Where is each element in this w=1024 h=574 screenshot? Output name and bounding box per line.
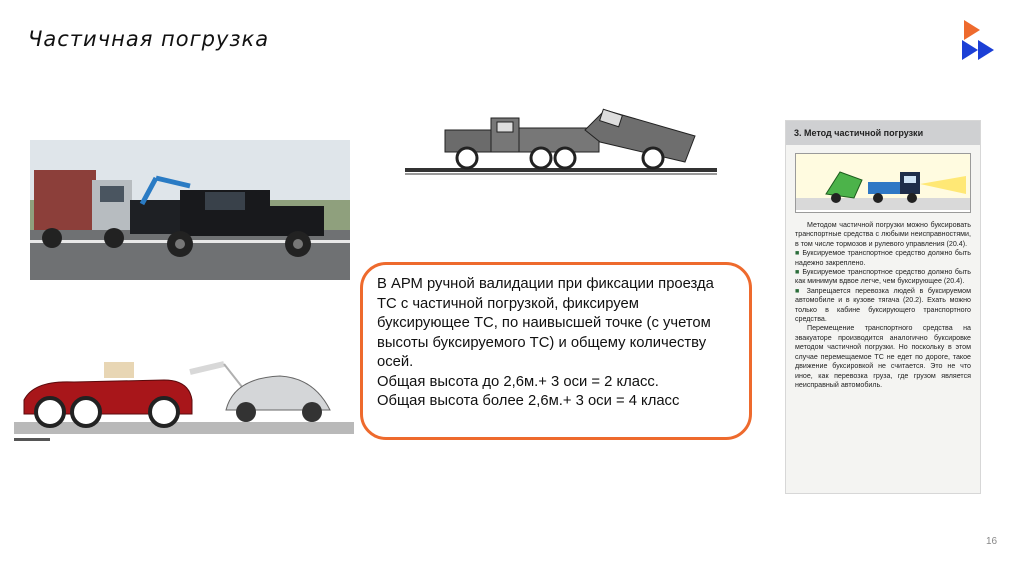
textbook-paragraph: Методом частичной погрузки можно буксировать транспортные средства с любыми неисправностями, в том числе тормозов и рулевого управления (20.4).: [795, 221, 971, 248]
textbook-illustration: [795, 153, 971, 213]
info-line: осей.: [377, 354, 414, 370]
textbook-paragraph: Перемещение транспортного средства на эвакуаторе производится аналогично буксировке методом частичной погрузки. Но поскольку в этом случае перемещаемое ТС не едет по дороге, такое движение буксировкой не считается. Это не что иное, как перевозка груза, где грузом является неисправный автомобиль.: [795, 324, 971, 389]
info-line: высоты буксируемого ТС) и общему количеству: [377, 334, 707, 351]
textbook-bullet: ■ Запрещается перевозка людей в буксируемом автомобиле и в кузове тягача (20.2). Ехать можно только в кабине буксирующего транспортного средства.: [795, 287, 971, 325]
brand-logo-icon: [958, 18, 1004, 64]
slide-title: Частичная погрузка: [28, 27, 270, 51]
partial-loading-illustration: [796, 154, 970, 210]
textbook-heading: 3. Метод частичной погрузки: [786, 121, 980, 145]
info-line: буксирующее ТС, по наивысшей точке (с учетом: [377, 315, 711, 331]
textbook-excerpt: [785, 120, 981, 494]
info-line: Общая высота до 2,6м.+ 3 оси = 2 класс.: [377, 373, 659, 390]
info-line: ТС с частичной погрузкой, фиксируем: [377, 295, 639, 312]
textbook-bullet: ■ Буксируемое транспортное средство должно быть как минимум вдвое легче, чем буксирующее (20.4).: [795, 268, 971, 287]
towing-sketch: [405, 100, 717, 185]
info-line: Общая высота более 2,6м.+ 3 оси = 4 класс: [377, 393, 680, 409]
textbook-bullet: ■ Буксируемое транспортное средство должно быть надежно закреплено.: [795, 249, 971, 268]
info-textbox: [360, 262, 752, 440]
page-number: 16: [986, 536, 998, 547]
tow-truck-photo: [30, 140, 350, 280]
vintage-tow-cartoon: [14, 350, 354, 445]
textbook-body: [786, 213, 980, 390]
info-line: В АРМ ручной валидации при фиксации проезда: [377, 276, 714, 292]
